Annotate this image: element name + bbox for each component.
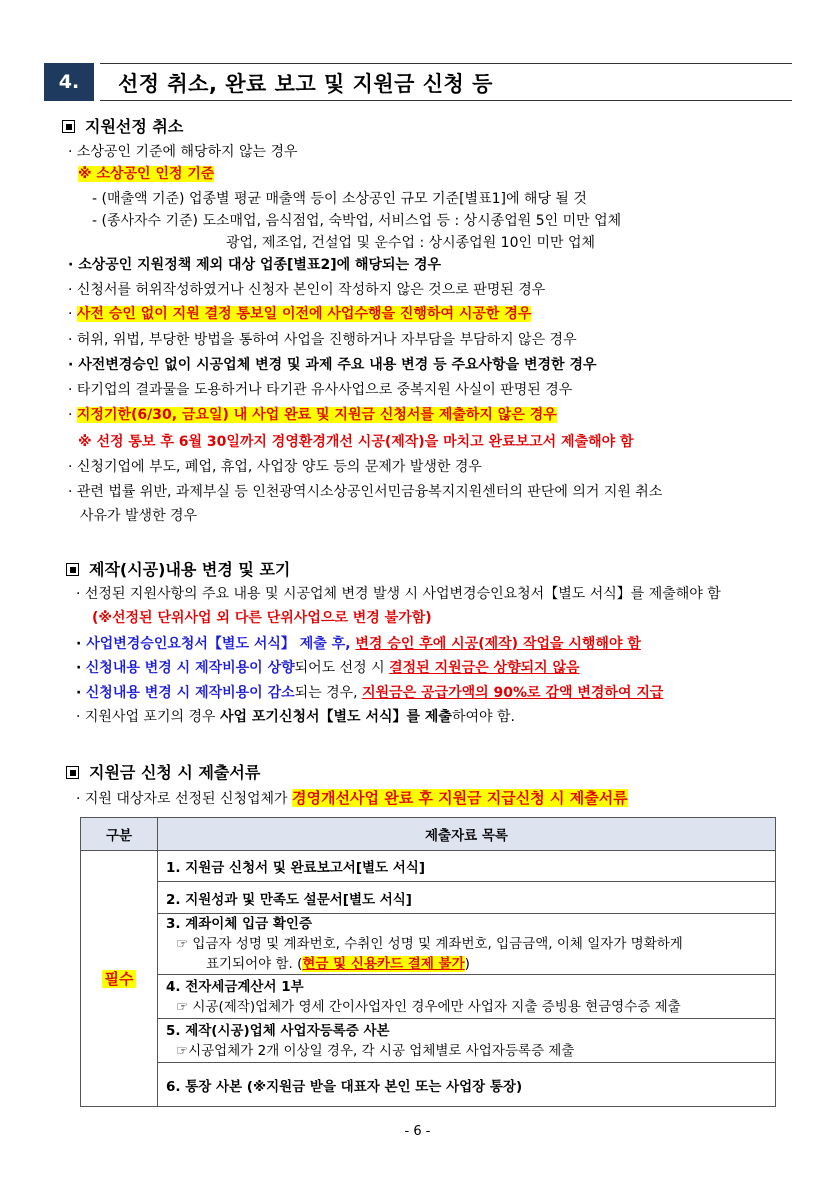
text-line: · 관련 법률 위반, 과제부실 등 인천광역시소상공인서민금융복지지원센터의 판단에 의거 지원 취소 — [68, 484, 663, 500]
text-line: 사유가 발생한 경우 — [80, 508, 198, 524]
note-line: ※ 소상공인 인정 기준 — [78, 166, 215, 182]
section-heading-change: 제작(시공)내용 변경 및 포기 — [66, 557, 290, 580]
square-bullet-icon — [66, 766, 79, 779]
table-row — [81, 882, 776, 914]
section-heading-documents: 지원금 신청 시 제출서류 — [66, 760, 260, 783]
text-line: · 소상공인 지원정책 제외 대상 업종[별표2]에 해당되는 경우 — [68, 257, 442, 273]
column-header: 구분 — [81, 818, 158, 851]
text-line: - (종사자수 기준) 도소매업, 음식점업, 숙박업, 서비스업 등 : 상시종업원 5인 미만 업체 — [92, 213, 622, 229]
square-bullet-icon — [62, 120, 75, 133]
page-title: 선정 취소, 완료 보고 및 지원금 신청 등 — [118, 72, 493, 96]
highlight-line: · 지정기한(6/30, 금요일) 내 사업 완료 및 지원금 신청서를 제출하지 않은 경우 — [68, 407, 557, 423]
section-heading-cancel: 지원선정 취소 — [62, 114, 183, 137]
text-line: · 소상공인 기준에 해당하지 않는 경우 — [68, 144, 298, 160]
text-line: · 지원 대상자로 선정된 신청업체가 경영개선사업 완료 후 지원금 지급신청 시 제출서류 — [76, 789, 628, 807]
table-row — [81, 975, 776, 1019]
table-cell: 1. 지원금 신청서 및 완료보고서[별도 서식] — [158, 851, 776, 882]
text-line: · 신청내용 변경 시 제작비용이 감소되는 경우, 지원금은 공급가액의 90%로 감액 변경하여 지급 — [76, 685, 664, 701]
table-row — [81, 1019, 776, 1063]
text-line: · 선정된 지원사항의 주요 내용 및 시공업체 변경 발생 시 사업변경승인요청서【별도 서식】를 제출해야 함 — [76, 586, 721, 602]
text-line: · 타기업의 결과물을 도용하거나 타기관 유사사업으로 중복지원 사실이 판명된 경우 — [68, 382, 573, 398]
text-line: · 지원사업 포기의 경우 사업 포기신청서【별도 서식】를 제출하여야 함. — [76, 709, 515, 725]
table-cell: 3. 계좌이체 입금 확인증 ☞ 입금자 성명 및 계좌번호, 수취인 성명 및 계좌번호, 입금금액, 이체 일자가 명확하게 표기되어야 함. (현금 및 신용카드 결제 불가) — [158, 914, 776, 975]
note-line: (※선정된 단위사업 외 다른 단위사업으로 변경 불가함) — [92, 610, 432, 626]
text-line: 광업, 제조업, 건설업 및 운수업 : 상시종업원 10인 미만 업체 — [226, 235, 596, 251]
text-line: · 신청서를 허위작성하였거나 신청자 본인이 작성하지 않은 것으로 판명된 경우 — [68, 282, 546, 298]
table-cell: 6. 통장 사본 (※지원금 받을 대표자 본인 또는 사업장 통장) — [158, 1063, 776, 1107]
text-line: · 신청내용 변경 시 제작비용이 상향되어도 선정 시 결정된 지원금은 상향되지 않음 — [76, 660, 580, 676]
square-bullet-icon — [66, 563, 79, 576]
note-line: ※ 선정 통보 후 6월 30일까지 경영환경개선 시공(제작)을 마치고 완료보고서 제출해야 함 — [78, 434, 634, 450]
table-row — [81, 851, 776, 882]
highlight-line: · 사전 승인 없이 지원 결정 통보일 이전에 사업수행을 진행하여 시공한 경우 — [68, 306, 532, 322]
table-row — [81, 1063, 776, 1107]
table-cell: 5. 제작(시공)업체 사업자등록증 사본 ☞시공업체가 2개 이상일 경우, 각 시공 업체별로 사업자등록증 제출 — [158, 1019, 776, 1063]
text-line: · 신청기업에 부도, 폐업, 휴업, 사업장 양도 등의 문제가 발생한 경우 — [68, 459, 482, 475]
header-rule-bottom — [100, 100, 792, 101]
category-cell — [81, 851, 158, 1107]
text-line: · 허위, 위법, 부당한 방법을 통하여 사업을 진행하거나 자부담을 부담하지 않은 경우 — [68, 332, 577, 348]
section-number-badge: 4. — [44, 63, 94, 101]
table-header-row — [81, 818, 776, 851]
table-cell: 4. 전자세금계산서 1부 ☞ 시공(제작)업체가 영세 간이사업자인 경우에만 사업자 지출 증빙용 현금영수증 제출 — [158, 975, 776, 1019]
column-header: 제출자료 목록 — [158, 818, 776, 851]
text-line: · 사전변경승인 없이 시공업체 변경 및 과제 주요 내용 변경 등 주요사항을 변경한 경우 — [68, 357, 597, 373]
header-rule-top — [100, 63, 792, 64]
text-line: - (매출액 기준) 업종별 평균 매출액 등이 소상공인 규모 기준[별표1]에 해당 될 것 — [92, 191, 587, 207]
table-row — [81, 914, 776, 975]
required-badge: 필수 — [102, 970, 137, 988]
documents-table — [80, 817, 776, 1107]
text-line: · 사업변경승인요청서【별도 서식】 제출 후, 변경 승인 후에 시공(제작) 작업을 시행해야 함 — [76, 636, 641, 652]
table-cell: 2. 지원성과 및 만족도 설문서[별도 서식] — [158, 882, 776, 914]
page-number: - 6 - — [404, 1124, 431, 1139]
